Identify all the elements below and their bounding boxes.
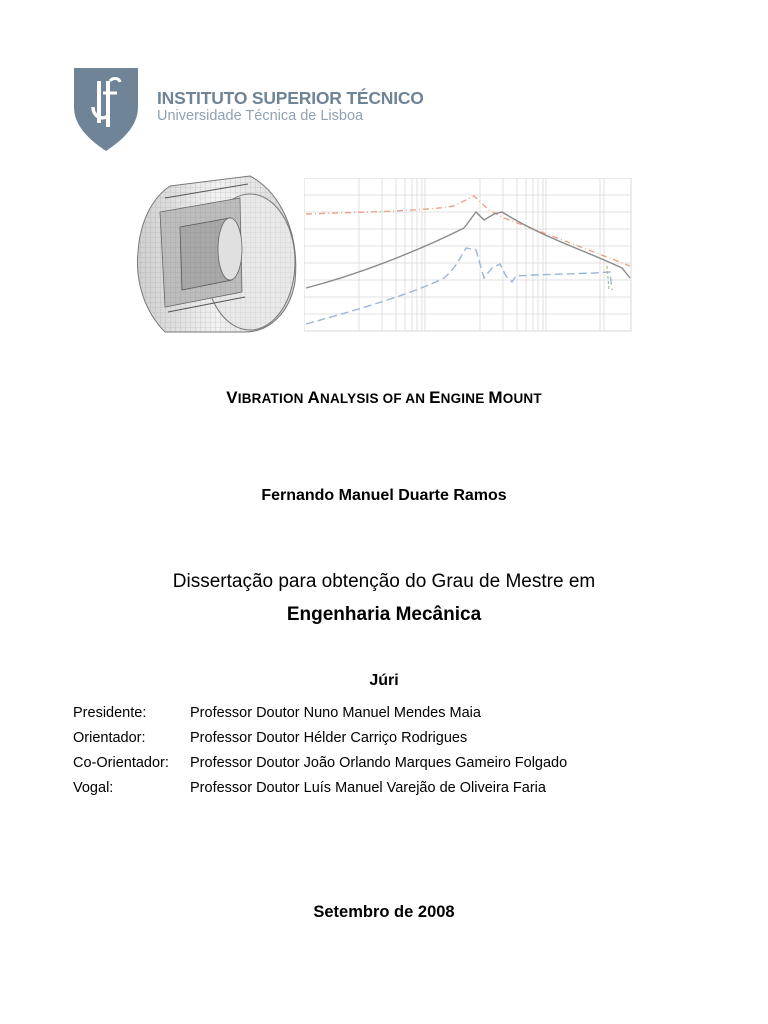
jury-role: Presidente: <box>73 704 147 721</box>
title-initial: V <box>226 388 238 407</box>
title-initial: M <box>488 388 503 407</box>
jury-member-row <box>73 750 567 775</box>
title-rest: NGINE <box>440 391 489 406</box>
degree-name: Engenharia Mecânica <box>286 604 482 625</box>
frequency-response-plot-illustration <box>304 178 632 332</box>
jury-member-name: Professor Doutor Nuno Manuel Mendes Maia <box>190 704 481 721</box>
title-rest: IBRATION <box>237 391 308 406</box>
jury-member-row <box>73 775 567 800</box>
jury-role: Orientador: <box>73 729 146 746</box>
dissertation-line: Dissertação para obtenção do Grau de Mestre em <box>172 571 596 592</box>
institution-logo <box>73 67 424 153</box>
jury-role: Co-Orientador: <box>73 754 169 771</box>
title-rest: OUNT <box>502 391 542 406</box>
university-name: Universidade Técnica de Lisboa <box>157 108 364 124</box>
jury-member-name: Professor Doutor Hélder Carriço Rodrigues <box>190 729 468 746</box>
jury-member-name: Professor Doutor Luís Manuel Varejão de Oliveira Faria <box>190 779 546 796</box>
author-name: Fernando Manuel Duarte Ramos <box>261 487 507 504</box>
date: Setembro de 2008 <box>313 903 455 921</box>
jury-list <box>73 700 567 800</box>
thesis-title <box>0 388 768 408</box>
jury-member-row <box>73 725 567 750</box>
engine-mount-mesh-illustration <box>130 172 300 334</box>
jury-role: Vogal: <box>73 779 114 796</box>
jury-heading: Júri <box>369 672 399 689</box>
title-rest: NALYSIS OF AN <box>320 391 430 406</box>
institution-name: INSTITUTO SUPERIOR TÉCNICO <box>157 88 424 108</box>
jury-member-row <box>73 700 567 725</box>
jury-member-name: Professor Doutor João Orlando Marques Gameiro Folgado <box>190 754 568 771</box>
title-initial: E <box>429 388 441 407</box>
ist-shield-icon <box>73 67 139 153</box>
title-initial: A <box>307 388 321 407</box>
